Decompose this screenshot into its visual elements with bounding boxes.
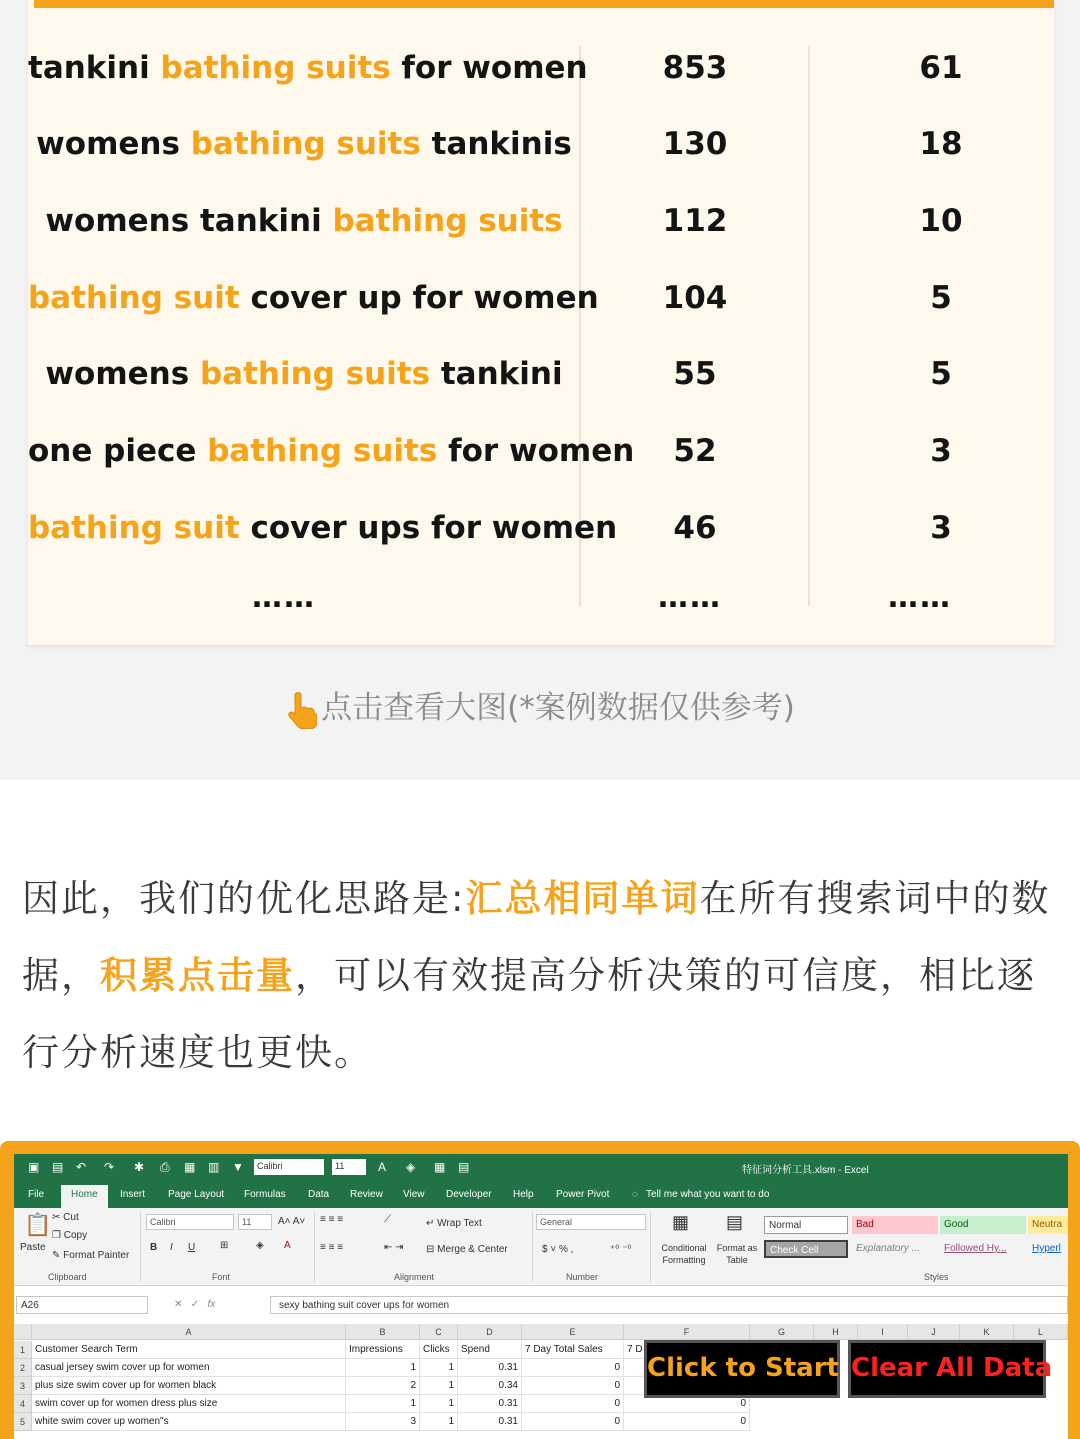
keyword-suffix: cover ups for women <box>239 510 618 546</box>
cell[interactable]: 1 <box>420 1359 458 1377</box>
clicks-value: 3 <box>930 433 952 469</box>
keyword-highlight: bathing suits <box>332 203 563 239</box>
keyword-term <box>28 114 580 174</box>
merge-center-button[interactable]: ⊟ Merge & Center <box>426 1244 508 1255</box>
form-icon[interactable]: ▥ <box>208 1160 220 1174</box>
para-text-3: ，可以有效提高分析决策的可信度，相比逐行分析速度也更快。 <box>22 954 1036 1074</box>
keyword-row <box>28 344 1054 404</box>
tab-developer[interactable]: Developer <box>446 1189 492 1200</box>
keyword-highlight: bathing suits <box>160 50 391 86</box>
impressions-value: 112 <box>662 203 728 239</box>
style-good[interactable]: Good <box>940 1216 1026 1234</box>
keyword-suffix: for women <box>390 50 588 86</box>
cell[interactable]: casual jersey swim cover up for women <box>32 1359 346 1377</box>
keyword-prefix: womens tankini <box>45 203 333 239</box>
tell-me-search[interactable]: Tell me what you want to do <box>646 1189 770 1200</box>
keyword-highlight: bathing suit <box>28 510 240 546</box>
brush-icon: ✎ <box>52 1250 64 1261</box>
redo-icon[interactable]: ↷ <box>104 1160 115 1174</box>
tab-file[interactable]: File <box>28 1189 45 1200</box>
fx-icon[interactable]: ✕ ✓ fx <box>174 1299 216 1310</box>
keyword-term <box>28 421 635 481</box>
cell[interactable]: 0 <box>624 1413 750 1431</box>
style-explanatory[interactable]: Explanatory ... <box>856 1243 920 1254</box>
table-top-bar <box>34 0 1054 8</box>
tab-insert[interactable]: Insert <box>120 1189 146 1200</box>
ellipsis: …… <box>252 580 316 615</box>
tab-formulas[interactable]: Formulas <box>244 1189 286 1200</box>
column-header[interactable]: H <box>814 1324 858 1340</box>
select-all-corner[interactable] <box>14 1324 32 1340</box>
tab-view[interactable]: View <box>403 1189 425 1200</box>
keyword-prefix: one piece <box>28 433 208 469</box>
fill-color-button[interactable]: ◈ <box>256 1240 264 1251</box>
font-color-icon[interactable]: A <box>378 1160 387 1174</box>
keyword-term <box>28 344 580 404</box>
tab-review[interactable]: Review <box>350 1189 383 1200</box>
clicks-value: 3 <box>930 510 952 546</box>
cell[interactable]: Spend <box>458 1341 522 1359</box>
cell[interactable]: white swim cover up women"s <box>32 1413 346 1431</box>
column-header[interactable]: J <box>908 1324 960 1340</box>
underline-button[interactable]: U <box>188 1242 196 1253</box>
grow-font-icon[interactable]: A˄ A˅ <box>278 1216 306 1227</box>
styles-group-label: Styles <box>924 1272 949 1282</box>
quick-size-box[interactable]: 11 <box>332 1159 366 1175</box>
alignment-group-label: Alignment <box>394 1272 435 1282</box>
font-group-label: Font <box>212 1272 231 1282</box>
cell[interactable]: 0.31 <box>458 1413 522 1431</box>
divider <box>532 1212 533 1282</box>
keyword-suffix: tankini <box>430 356 563 392</box>
tab-data[interactable]: Data <box>308 1189 330 1200</box>
row-header[interactable]: 5 <box>14 1413 32 1431</box>
keyword-suffix: cover up for women <box>239 280 599 316</box>
format-table-icon[interactable]: ▤ <box>726 1212 744 1232</box>
column-header[interactable]: I <box>858 1324 908 1340</box>
keyword-highlight: bathing suits <box>199 356 431 392</box>
wrap-icon: ↵ <box>426 1218 438 1229</box>
para-emphasis-2: 积累点击量 <box>100 954 295 997</box>
decimal-icons[interactable]: ⁺⁰ ⁻⁰ <box>610 1244 632 1255</box>
keyword-prefix: womens <box>45 356 200 392</box>
wrap-text-button[interactable]: ↵ Wrap Text <box>426 1218 482 1229</box>
impressions-value: 52 <box>673 433 717 469</box>
impressions-value: 130 <box>662 126 728 162</box>
cell[interactable]: 1 <box>420 1413 458 1431</box>
excel-title-bar <box>14 1154 1068 1182</box>
conditional-formatting-button[interactable]: Conditional Formatting <box>661 1243 707 1265</box>
indent-icon[interactable]: ⇤ ⇥ <box>384 1242 404 1253</box>
divider <box>140 1212 141 1282</box>
column-header[interactable]: G <box>750 1324 814 1340</box>
clear-all-data-button[interactable]: Clear All Data <box>848 1340 1046 1398</box>
cell[interactable]: 0 <box>522 1413 624 1431</box>
divider <box>650 1212 651 1282</box>
para-text-1: 因此，我们的优化思路是: <box>22 877 466 920</box>
cell[interactable]: 1 <box>346 1359 420 1377</box>
font-name-select[interactable]: Calibri <box>146 1214 234 1230</box>
copy-button[interactable]: ❐ Copy <box>52 1230 88 1241</box>
ellipsis: …… <box>888 580 952 615</box>
clicks-value: 18 <box>919 126 963 162</box>
keyword-highlight: bathing suits <box>207 433 438 469</box>
font-size-select[interactable]: 11 <box>238 1214 272 1230</box>
number-format-select[interactable]: General <box>536 1214 646 1230</box>
style-neutral[interactable]: Neutra <box>1028 1216 1068 1234</box>
cell[interactable]: Impressions <box>346 1341 420 1359</box>
clicks-value: 5 <box>930 356 952 392</box>
formula-bar <box>14 1294 1068 1316</box>
quick-font-box[interactable]: Calibri <box>254 1159 324 1175</box>
font-color-button[interactable]: A <box>284 1240 291 1251</box>
format-painter-button[interactable]: ✎ Format Painter <box>52 1250 130 1261</box>
keyword-suffix: tankinis <box>420 126 572 162</box>
cell[interactable]: 0 <box>522 1395 624 1413</box>
row-header[interactable]: 3 <box>14 1377 32 1395</box>
undo-icon[interactable]: ↶ <box>76 1160 87 1174</box>
keyword-row <box>28 114 1054 174</box>
cell[interactable]: 7 Day Total Sales <box>522 1341 624 1359</box>
keyword-highlight: bathing suit <box>28 280 240 316</box>
keyword-row <box>28 38 1054 98</box>
body-paragraph <box>22 860 1062 1091</box>
column-header[interactable]: A <box>32 1324 346 1340</box>
cell[interactable]: Clicks <box>420 1341 458 1359</box>
column-header[interactable]: K <box>960 1324 1014 1340</box>
column-header[interactable]: C <box>420 1324 458 1340</box>
fill-color-icon[interactable]: ◈ <box>406 1160 416 1174</box>
borders-icon[interactable]: ▦ <box>434 1160 446 1174</box>
column-header[interactable]: E <box>522 1324 624 1340</box>
keyword-row <box>28 268 1054 328</box>
cell[interactable]: 1 <box>346 1395 420 1413</box>
keyword-row <box>28 421 1054 481</box>
keyword-prefix: tankini <box>28 50 161 86</box>
italic-button[interactable]: I <box>170 1242 173 1253</box>
pointing-hand-icon <box>285 691 317 729</box>
impressions-value: 46 <box>673 510 717 546</box>
cell[interactable]: plus size swim cover up for women black <box>32 1377 346 1395</box>
cell[interactable]: 0.34 <box>458 1377 522 1395</box>
para-emphasis-1: 汇总相同单词 <box>465 877 700 920</box>
orientation-icon[interactable]: ⟋ <box>384 1214 391 1225</box>
cell[interactable]: 1 <box>420 1377 458 1395</box>
merge-icon: ⊟ <box>426 1244 438 1255</box>
keyword-term <box>28 191 580 251</box>
impressions-value: 853 <box>662 50 728 86</box>
currency-percent-icons[interactable]: $ ˅ % , <box>542 1244 574 1255</box>
keyword-row <box>28 191 1054 251</box>
caption-text: 点击查看大图(*案例数据仅供参考) <box>321 690 795 726</box>
tab-power-pivot[interactable]: Power Pivot <box>556 1189 610 1200</box>
keyword-table-image[interactable] <box>28 0 1054 645</box>
table-icon[interactable]: ▤ <box>458 1160 470 1174</box>
keyword-term <box>28 498 618 558</box>
cell[interactable]: 0 <box>522 1377 624 1395</box>
keyword-suffix: for women <box>437 433 635 469</box>
cell[interactable]: 1 <box>420 1395 458 1413</box>
row-header[interactable]: 1 <box>14 1341 32 1359</box>
paste-button[interactable]: Paste <box>20 1242 46 1253</box>
window-title: 特征词分析工具.xlsm - Excel <box>742 1165 869 1176</box>
print-preview-icon[interactable]: ⎙ <box>160 1160 170 1174</box>
number-group-label: Number <box>566 1272 599 1282</box>
scissors-icon: ✂ <box>52 1212 64 1223</box>
cell[interactable]: 7 D <box>624 1341 750 1359</box>
align-top-icon[interactable]: ≡ ≡ ≡ <box>320 1214 344 1225</box>
row-header[interactable]: 2 <box>14 1359 32 1377</box>
click-to-start-button[interactable]: Click to Start <box>644 1340 840 1398</box>
tab-page-layout[interactable]: Page Layout <box>168 1189 225 1200</box>
cut-button[interactable]: ✂ Cut <box>52 1212 79 1223</box>
row-header[interactable]: 4 <box>14 1395 32 1413</box>
style-hyperlink[interactable]: Hyperl <box>1032 1243 1061 1254</box>
paste-icon[interactable]: 📋 <box>24 1212 52 1237</box>
cell[interactable]: 2 <box>346 1377 420 1395</box>
column-header[interactable]: F <box>624 1324 750 1340</box>
para-text-2: 在所有搜索词中的数据， <box>22 877 1051 997</box>
ribbon-home <box>14 1208 1068 1286</box>
clipboard-group-label: Clipboard <box>48 1272 87 1282</box>
conditional-formatting-icon[interactable]: ▦ <box>672 1212 690 1232</box>
cell[interactable]: 0.31 <box>458 1395 522 1413</box>
clicks-value: 5 <box>930 280 952 316</box>
clicks-value: 61 <box>919 50 963 86</box>
keyword-row <box>28 498 1054 558</box>
cell[interactable]: swim cover up for women dress plus size <box>32 1395 346 1413</box>
save-as-icon[interactable]: ▤ <box>52 1160 64 1174</box>
lightbulb-icon: ◌ <box>632 1189 638 1200</box>
column-header[interactable]: B <box>346 1324 420 1340</box>
clicks-value: 10 <box>919 203 963 239</box>
cell[interactable]: 0 <box>624 1395 750 1413</box>
style-normal[interactable]: Normal <box>764 1216 848 1234</box>
keyword-term <box>28 38 588 98</box>
align-left-icon[interactable]: ≡ ≡ ≡ <box>320 1242 344 1253</box>
bold-button[interactable]: B <box>150 1242 158 1253</box>
name-box[interactable]: A26 <box>16 1296 148 1314</box>
cell[interactable]: 0.31 <box>458 1359 522 1377</box>
column-header[interactable]: L <box>1014 1324 1068 1340</box>
image-caption[interactable] <box>0 686 1080 730</box>
copy-icon: ❐ <box>52 1230 64 1241</box>
style-check-cell[interactable]: Check Cell <box>764 1240 848 1258</box>
filter-icon[interactable]: ▼ <box>232 1160 244 1174</box>
save-icon[interactable]: ▣ <box>28 1160 40 1174</box>
keyword-highlight: bathing suits <box>190 126 421 162</box>
pin-icon[interactable]: ✱ <box>134 1160 145 1174</box>
divider <box>314 1212 315 1282</box>
impressions-value: 104 <box>662 280 728 316</box>
borders-button[interactable]: ⊞ <box>220 1240 229 1251</box>
keyword-term <box>28 268 599 328</box>
keyword-prefix: womens <box>36 126 191 162</box>
format-as-table-button[interactable]: Format as Table <box>716 1243 758 1265</box>
ribbon-tabs <box>14 1182 1068 1208</box>
tab-help[interactable]: Help <box>513 1189 534 1200</box>
layout-icon[interactable]: ▦ <box>184 1160 196 1174</box>
tab-home[interactable]: Home <box>61 1185 108 1208</box>
column-header[interactable]: D <box>458 1324 522 1340</box>
cell[interactable]: Customer Search Term <box>32 1341 346 1359</box>
cell[interactable]: 0 <box>522 1359 624 1377</box>
cell[interactable]: 3 <box>346 1413 420 1431</box>
style-followed-hyperlink[interactable]: Followed Hy... <box>944 1243 1007 1254</box>
style-bad[interactable]: Bad <box>852 1216 938 1234</box>
formula-input[interactable]: sexy bathing suit cover ups for women <box>270 1296 1068 1314</box>
impressions-value: 55 <box>673 356 717 392</box>
ellipsis: …… <box>658 580 722 615</box>
